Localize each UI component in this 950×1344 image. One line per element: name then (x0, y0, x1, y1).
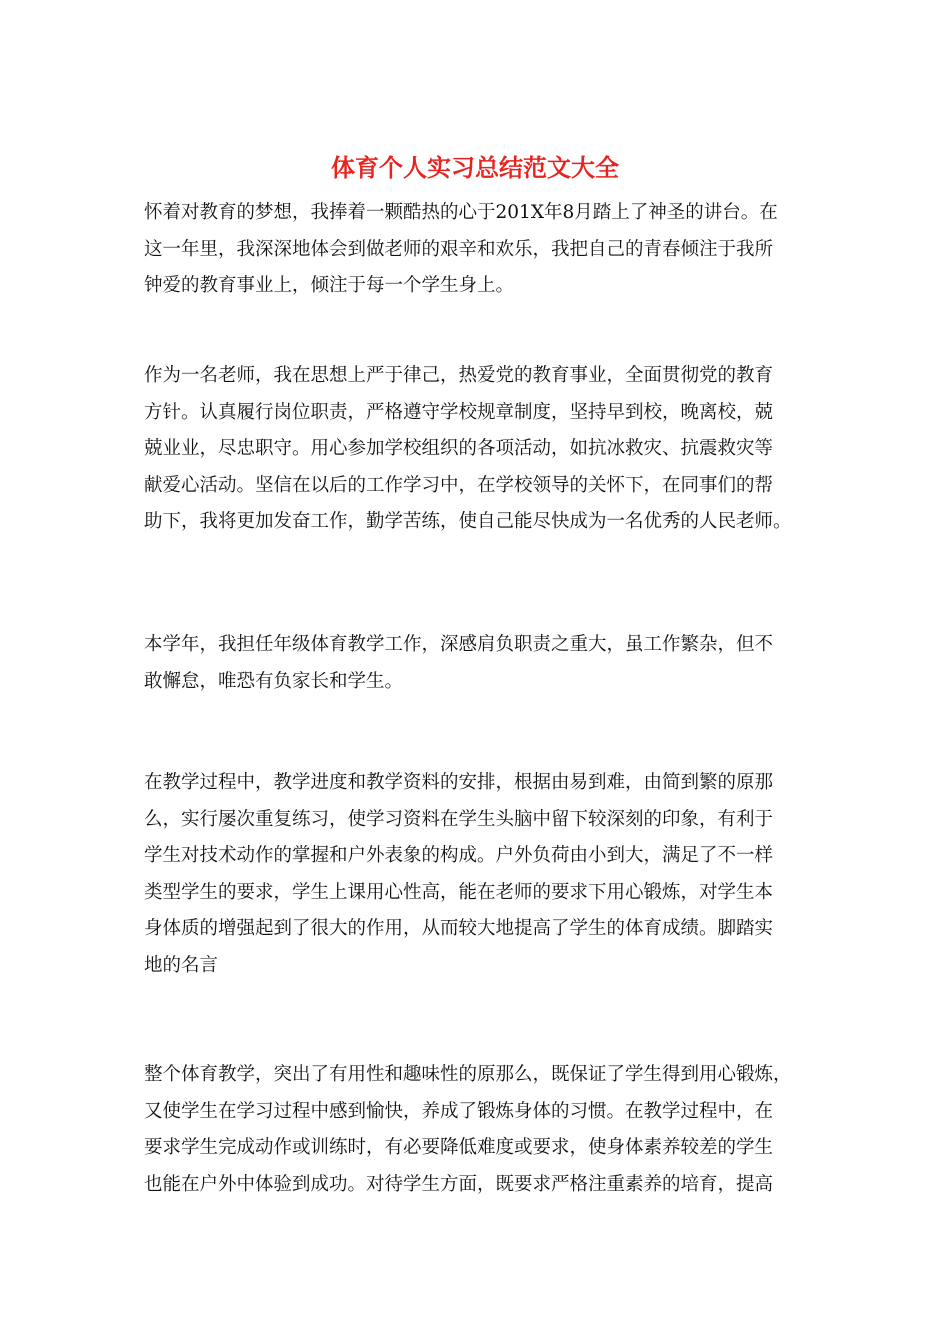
paragraph-intro: 怀着对教育的梦想，我捧着一颗酷热的心于201X年8月踏上了神圣的讲台。在 这一年里，我深深地体会到做老师的艰辛和欢乐，我把自己的青春倾注于我所 钟爱的教育事业上，倾注于每一个学生身上。 (144, 202, 778, 296)
paragraph-overall-teaching: 整个体育教学，突出了有用性和趣味性的原那么，既保证了学生得到用心锻炼， 又使学生在学习过程中感到愉快，养成了锻炼身体的习惯。在教学过程中，在 要求学生完成动作或训练时，有必要降低难度或要求，使身体素养较差的学生 也能在户外中体验到成功。对待学生方面，既要求严格注重素养的培育，提高 (144, 1064, 792, 1195)
paragraph-conduct: 作为一名老师，我在思想上严于律己，热爱党的教育事业，全面贯彻党的教育 方针。认真履行岗位职责，严格遵守学校规章制度，坚持早到校，晚离校，兢 兢业业，尽忠职守。用心参加学校组织的各项活动，如抗冰救灾、抗震救灾等 献爱心活动。坚信在以后的工作学习中，在学校领导的关怀下，在同事们的帮 助下，我将更加发奋工作，勤学苦练，使自己能尽快成为一名优秀的人民老师。 (144, 365, 792, 532)
paragraph-assignment: 本学年，我担任年级体育教学工作，深感肩负职责之重大，虽工作繁杂，但不 敢懈怠，唯恐有负家长和学生。 (144, 634, 774, 692)
paragraph-teaching-process: 在教学过程中，教学进度和教学资料的安排，根据由易到难，由简到繁的原那 么，实行屡次重复练习，使学习资料在学生头脑中留下较深刻的印象，有利于 学生对技术动作的掌握和户外表象的构成。户外负荷由小到大，满足了不一样 类型学生的要求，学生上课用心性高，能在老师的要求下用心锻炼，对学生本 身体质的增强起到了很大的作用，从而较大地提高了学生的体育成绩。脚踏实 地的名言 (144, 772, 774, 976)
document-title: 体育个人实习总结范文大全 (331, 153, 619, 182)
